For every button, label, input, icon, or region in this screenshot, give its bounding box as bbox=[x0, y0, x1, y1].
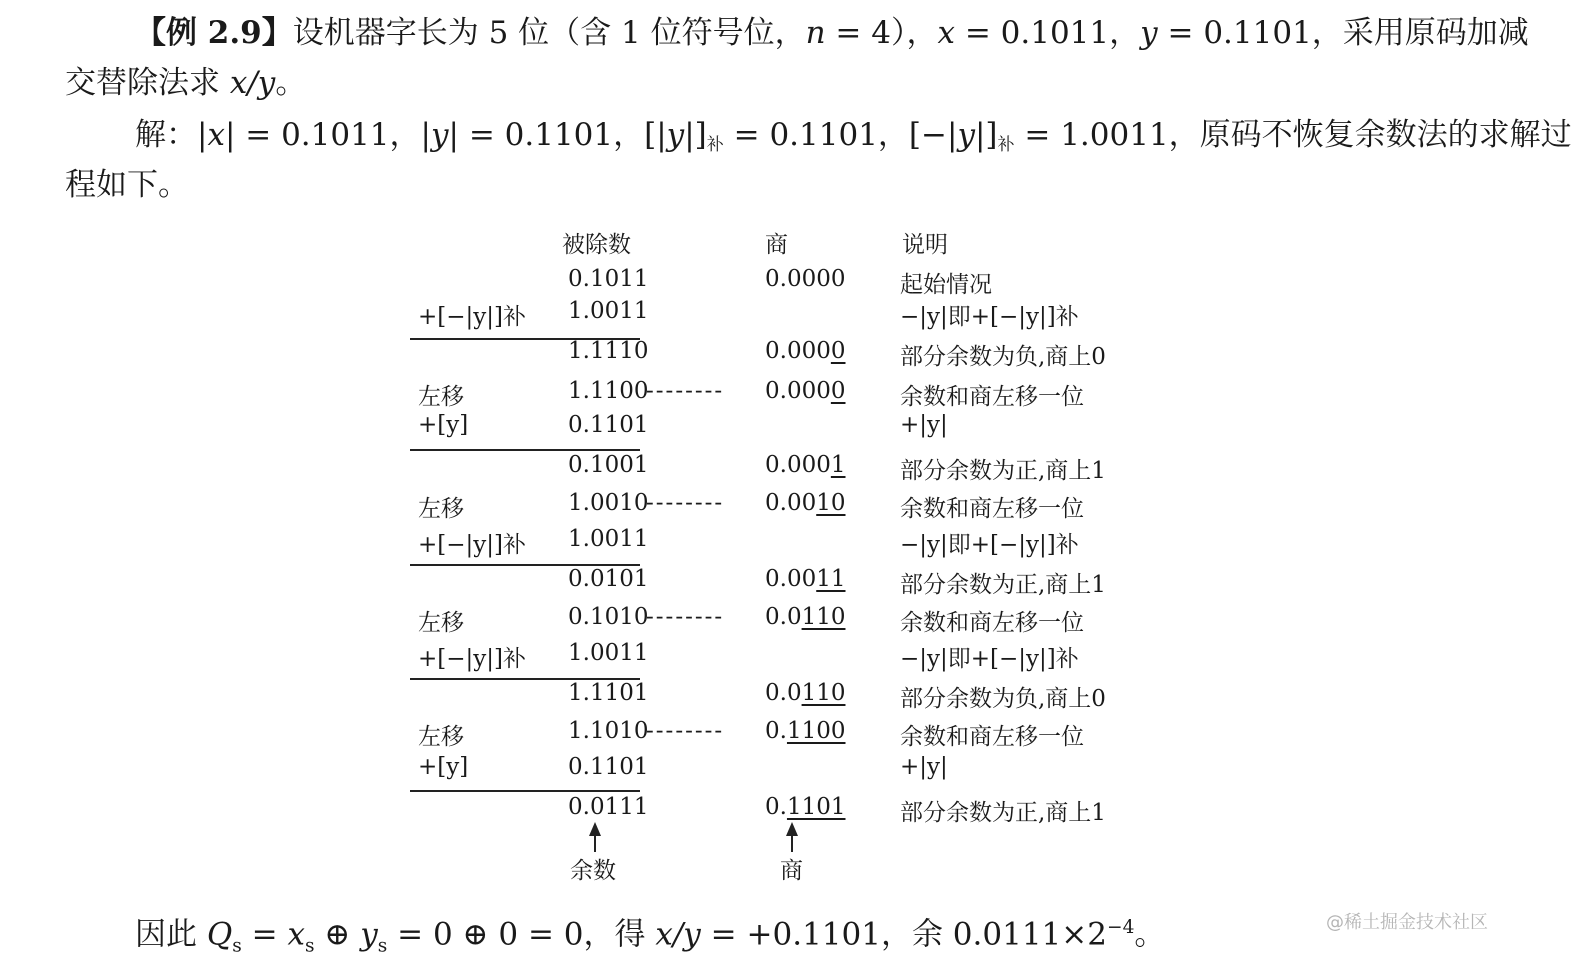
ys-var: y bbox=[360, 916, 378, 953]
row-dividend: 1.1101 bbox=[568, 680, 649, 706]
negy-pre: [−| bbox=[908, 117, 958, 153]
row-quotient: 0.0010 bbox=[765, 490, 846, 516]
row-dividend: 1.0011 bbox=[568, 526, 649, 552]
table-row bbox=[410, 452, 1170, 490]
conclusion-xy: x/y bbox=[655, 916, 701, 953]
var-x: x bbox=[937, 15, 955, 51]
ys-sub: s bbox=[377, 935, 388, 957]
q-var: Q bbox=[206, 916, 233, 953]
row-quotient: 0.0000 bbox=[765, 266, 846, 292]
q-sub: s bbox=[232, 935, 242, 957]
y-eq: = 0.1101，采用原码加减 bbox=[1157, 15, 1529, 51]
row-operation: +[y] bbox=[418, 412, 469, 438]
row-note: 部分余数为正,商上1 bbox=[900, 458, 1106, 484]
row-note: −|y|即+[−|y|]补 bbox=[900, 304, 1079, 330]
row-dividend: 0.1001 bbox=[568, 452, 649, 478]
header-quotient: 商 bbox=[765, 232, 788, 258]
table-row bbox=[410, 754, 1170, 792]
row-quotient: 0.1100 bbox=[765, 718, 846, 744]
row-operation: +[−|y|]补 bbox=[418, 304, 526, 330]
eq1: = bbox=[241, 916, 288, 953]
row-note: 部分余数为正,商上1 bbox=[900, 572, 1106, 598]
header-dividend: 被除数 bbox=[562, 232, 631, 258]
conclusion-pre: 因此 bbox=[135, 916, 207, 953]
row-note: 部分余数为正,商上1 bbox=[900, 800, 1106, 826]
row-quotient: 0.0011 bbox=[765, 566, 846, 592]
sum-rule-5 bbox=[410, 790, 640, 792]
compy-pre: [| bbox=[644, 117, 667, 153]
negy-mid: |] bbox=[974, 117, 998, 153]
row-note: 部分余数为负,商上0 bbox=[900, 686, 1106, 712]
row-operation: +[−|y|]补 bbox=[418, 646, 526, 672]
row-dividend: 0.1010 bbox=[568, 604, 649, 630]
var-y: y bbox=[1140, 15, 1158, 51]
row-dash-connector: -------- bbox=[646, 718, 725, 744]
solution-line2-text: 程如下。 bbox=[65, 167, 189, 203]
negy-post: = 1.0011，原码不恢复余数法的求解过 bbox=[1014, 117, 1572, 153]
absx-var: x bbox=[207, 117, 225, 153]
xs-sub: s bbox=[305, 935, 315, 957]
solution-line-2 bbox=[65, 160, 189, 210]
row-dividend: 1.1010 bbox=[568, 718, 649, 744]
x-eq: = 0.1011， bbox=[954, 15, 1141, 51]
row-dividend: 1.0010 bbox=[568, 490, 649, 516]
row-note: 部分余数为负,商上0 bbox=[900, 344, 1106, 370]
row-dash-connector: -------- bbox=[646, 604, 725, 630]
solution-intro: 解： bbox=[135, 117, 197, 153]
row-dividend: 1.1110 bbox=[568, 338, 649, 364]
row-dividend: 1.1100 bbox=[568, 378, 649, 404]
problem-line-1 bbox=[135, 8, 1529, 58]
example-label: 【例 2.9】 bbox=[135, 15, 293, 51]
row-note: 余数和商左移一位 bbox=[900, 724, 1084, 750]
row-quotient: 0.0000 bbox=[765, 338, 846, 364]
row-dash-connector: -------- bbox=[646, 490, 725, 516]
row-operation: 左移 bbox=[418, 724, 464, 750]
conclusion-result: = +0.1101，余 0.0111×2 bbox=[700, 916, 1107, 953]
row-operation: 左移 bbox=[418, 384, 464, 410]
compy-sub: 补 bbox=[706, 135, 724, 156]
remainder-arrow-icon bbox=[594, 834, 596, 852]
absy-var: y bbox=[431, 117, 449, 153]
row-quotient: 0.0000 bbox=[765, 378, 846, 404]
n-eq: = 4）， bbox=[825, 15, 938, 51]
table-row bbox=[410, 378, 1170, 416]
table-row bbox=[410, 526, 1170, 564]
sum-rule-4 bbox=[410, 678, 640, 680]
table-row bbox=[410, 490, 1170, 528]
table-row bbox=[410, 338, 1170, 376]
table-row bbox=[410, 718, 1170, 756]
negy-sub: 补 bbox=[997, 135, 1015, 156]
row-note: 余数和商左移一位 bbox=[900, 384, 1084, 410]
problem-text: 设机器字长为 5 位（含 1 位符号位， bbox=[292, 15, 806, 51]
table-row bbox=[410, 680, 1170, 718]
row-note: −|y|即+[−|y|]补 bbox=[900, 646, 1079, 672]
table-row bbox=[410, 604, 1170, 642]
row-note: +|y| bbox=[900, 412, 948, 438]
remainder-label: 余数 bbox=[570, 858, 616, 884]
header-note: 说明 bbox=[902, 232, 948, 258]
quotient-arrow-icon bbox=[791, 834, 793, 852]
row-note: 余数和商左移一位 bbox=[900, 496, 1084, 522]
table-row bbox=[410, 640, 1170, 678]
compy-var: y bbox=[666, 117, 685, 153]
compy-post: = 0.1101， bbox=[723, 117, 909, 153]
compy-mid: |] bbox=[684, 117, 707, 153]
row-note: 起始情况 bbox=[900, 272, 992, 298]
sum-rule-3 bbox=[410, 564, 640, 566]
row-dividend: 0.0101 bbox=[568, 566, 649, 592]
row-quotient: 0.0110 bbox=[765, 604, 846, 630]
row-dash-connector: -------- bbox=[646, 378, 725, 404]
row-dividend: 0.0111 bbox=[568, 794, 649, 820]
row-dividend: 0.1101 bbox=[568, 412, 649, 438]
conclusion-rest: = 0 ⊕ 0 = 0，得 bbox=[387, 916, 656, 953]
conclusion-exp: −4 bbox=[1106, 917, 1135, 938]
row-operation: +[−|y|]补 bbox=[418, 532, 526, 558]
row-note: +|y| bbox=[900, 754, 948, 780]
xs-var: x bbox=[287, 916, 305, 953]
conclusion-end: 。 bbox=[1134, 916, 1166, 953]
problem-line2-end: 。 bbox=[275, 65, 307, 101]
row-operation: 左移 bbox=[418, 610, 464, 636]
row-quotient: 0.0110 bbox=[765, 680, 846, 706]
row-dividend: 0.1011 bbox=[568, 266, 649, 292]
absy-post: | = 0.1101， bbox=[448, 117, 645, 153]
expr-x-over-y: x/y bbox=[229, 65, 276, 101]
row-dividend: 1.0011 bbox=[568, 640, 649, 666]
solution-line-1 bbox=[135, 110, 1572, 170]
row-quotient: 0.1101 bbox=[765, 794, 846, 820]
absx-post: | = 0.1011， bbox=[224, 117, 421, 153]
problem-line-2 bbox=[65, 58, 306, 108]
table-row bbox=[410, 412, 1170, 450]
absx-pre: | bbox=[197, 117, 208, 153]
row-dividend: 0.1101 bbox=[568, 754, 649, 780]
sum-rule-1 bbox=[410, 338, 640, 340]
oplus: ⊕ bbox=[314, 916, 361, 953]
absy-pre: | bbox=[420, 117, 431, 153]
row-operation: 左移 bbox=[418, 496, 464, 522]
row-note: −|y|即+[−|y|]补 bbox=[900, 532, 1079, 558]
table-row bbox=[410, 566, 1170, 604]
quotient-label: 商 bbox=[780, 858, 803, 884]
conclusion-line bbox=[135, 903, 1165, 972]
row-note: 余数和商左移一位 bbox=[900, 610, 1084, 636]
row-operation: +[y] bbox=[418, 754, 469, 780]
watermark: @稀土掘金技术社区 bbox=[1326, 912, 1488, 933]
row-dividend: 1.0011 bbox=[568, 298, 649, 324]
sum-rule-2 bbox=[410, 449, 640, 451]
var-n: n bbox=[805, 15, 826, 51]
row-quotient: 0.0001 bbox=[765, 452, 846, 478]
problem-line2-text: 交替除法求 bbox=[65, 65, 230, 101]
negy-var: y bbox=[957, 117, 975, 153]
table-row bbox=[410, 298, 1170, 336]
